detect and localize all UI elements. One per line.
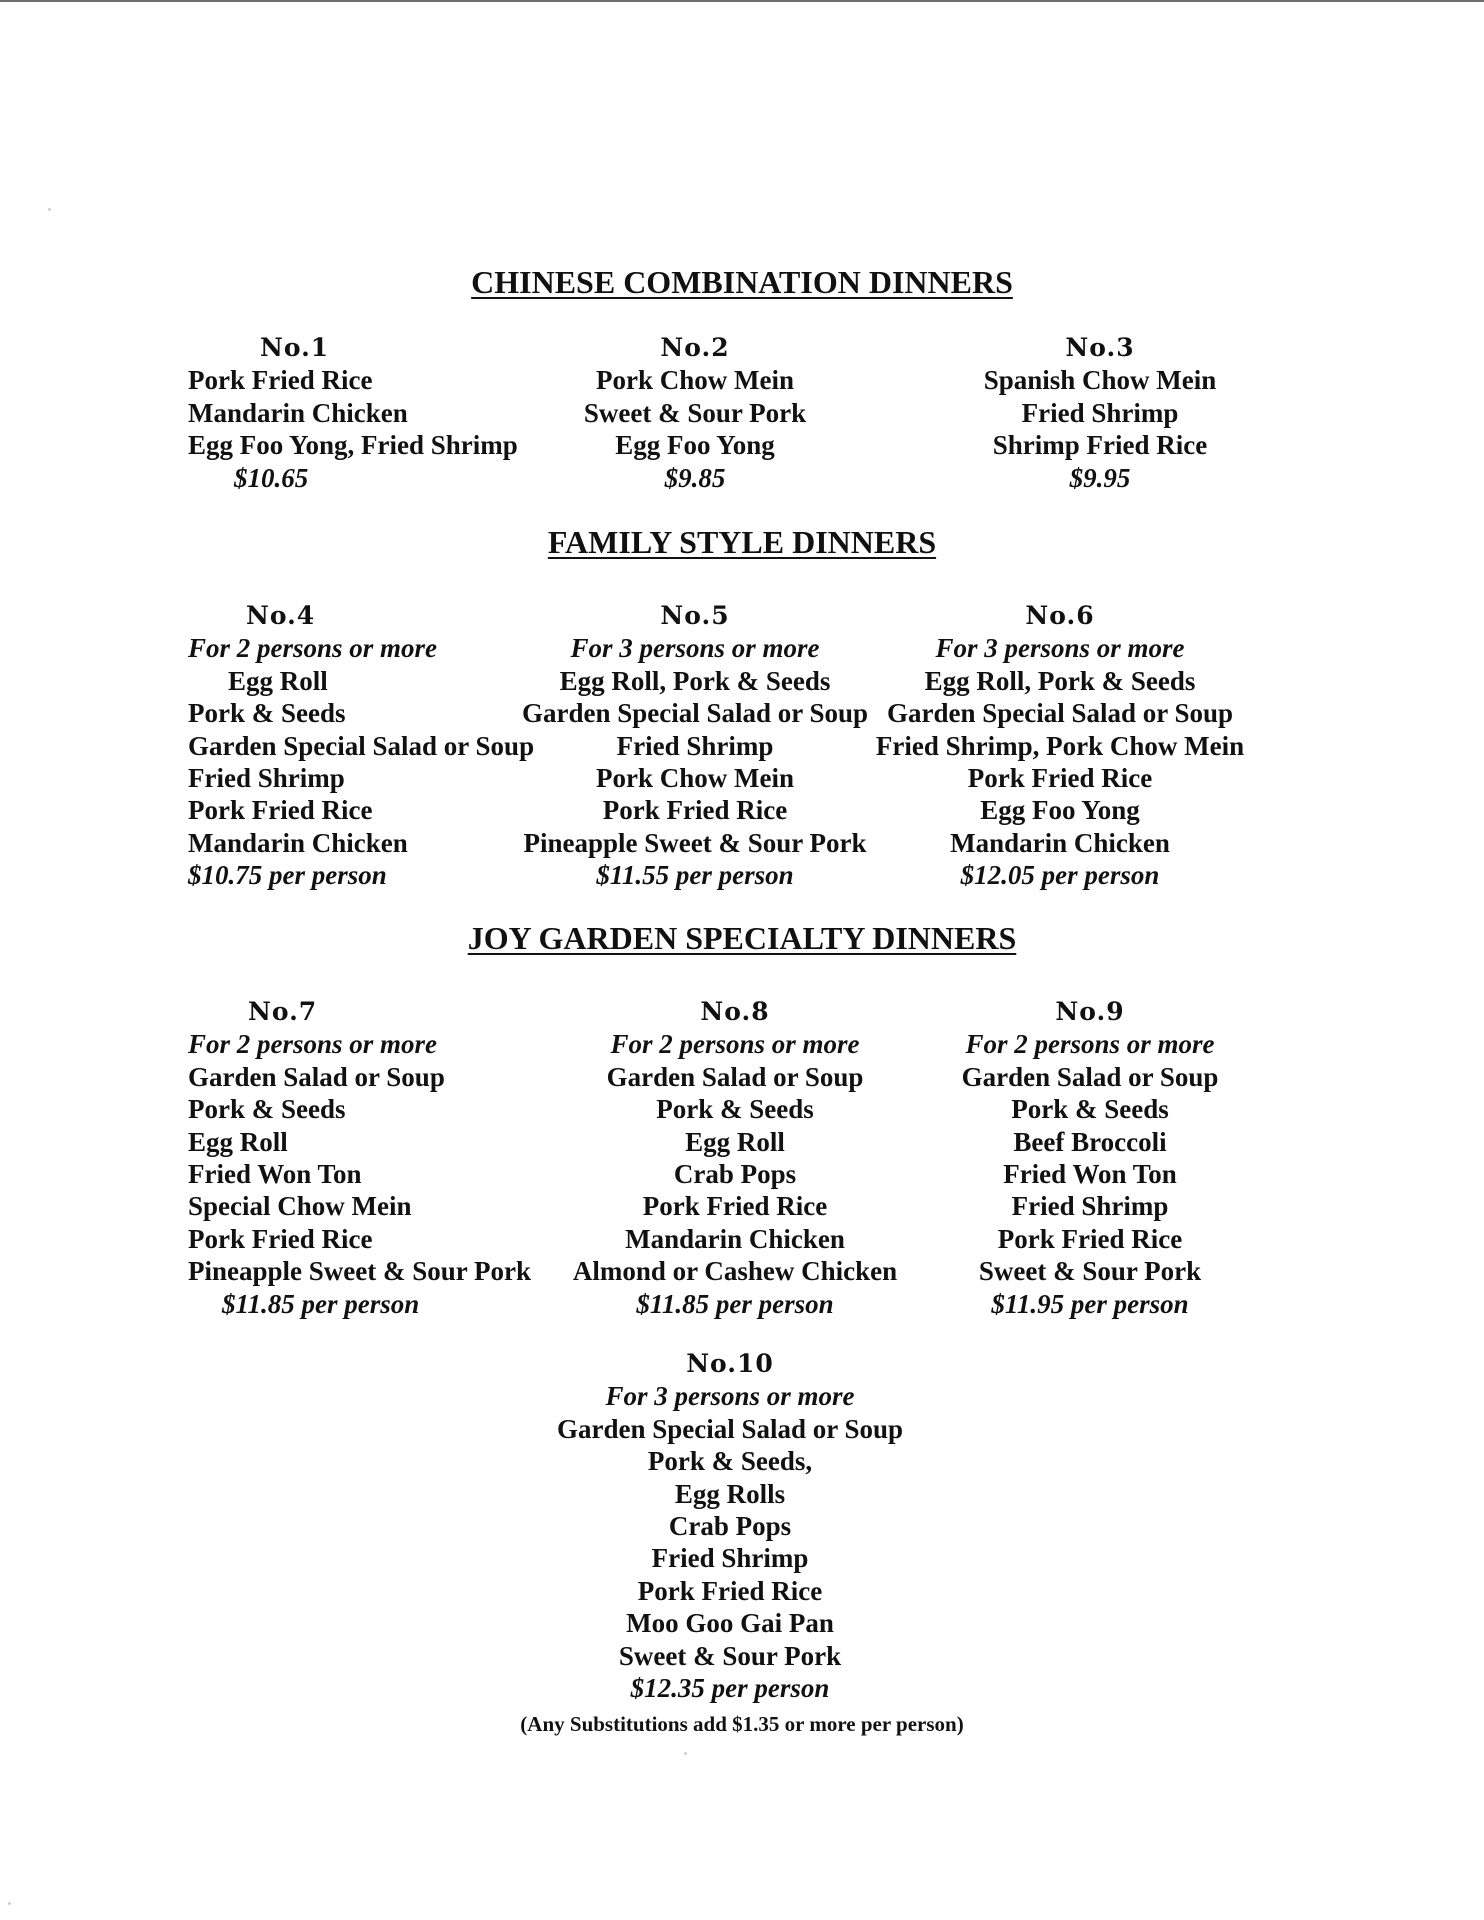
dinner-price: $11.85 per person	[222, 1288, 420, 1319]
dinner-price: $12.35 per person	[630, 1673, 830, 1704]
menu-item: Fried Shrimp, Pork Chow Mein	[875, 730, 1245, 761]
menu-item: Shrimp Fried Rice	[992, 430, 1208, 461]
dinner-no2	[540, 332, 850, 494]
serves-note: For 3 persons or more	[605, 1381, 855, 1412]
menu-item: Fried Shrimp	[1011, 1191, 1169, 1222]
serves-note: For 2 persons or more	[965, 1029, 1215, 1060]
menu-item: Garden Special Salad or Soup	[521, 698, 869, 729]
dinner-no7	[188, 996, 531, 1320]
menu-item: Pork Chow Mein	[596, 763, 794, 794]
dinner-price: $10.65	[234, 462, 309, 493]
menu-item: Pork Fried Rice	[642, 1191, 828, 1222]
menu-item: Crab Pops	[673, 1159, 797, 1190]
menu-item: Mandarin Chicken	[950, 827, 1170, 858]
scan-speck	[8, 1902, 11, 1905]
menu-item: Garden Salad or Soup	[606, 1061, 864, 1092]
menu-item: Pork Fried Rice	[188, 1223, 373, 1254]
dinner-price: $11.55 per person	[596, 860, 794, 891]
dinner-no1	[188, 332, 518, 494]
dinner-number: No.3	[1065, 333, 1135, 362]
menu-item: Fried Won Ton	[1003, 1159, 1177, 1190]
dinner-no3	[950, 332, 1250, 494]
menu-item: Pineapple Sweet & Sour Pork	[523, 827, 867, 858]
menu-item: Almond or Cashew Chicken	[572, 1256, 898, 1287]
serves-note: For 2 persons or more	[188, 633, 438, 664]
menu-item: Pork Fried Rice	[637, 1575, 823, 1606]
menu-item: Egg Roll	[188, 1126, 288, 1157]
dinner-number: No.2	[660, 333, 730, 362]
menu-item: Beef Broccoli	[1013, 1126, 1167, 1157]
serves-note: For 2 persons or more	[188, 1029, 438, 1060]
menu-item: Egg Roll	[228, 665, 328, 696]
section-title-family: FAMILY STYLE DINNERS	[547, 524, 937, 560]
dinner-price: $9.95	[1069, 462, 1131, 493]
serves-note: For 2 persons or more	[610, 1029, 860, 1060]
menu-item: Mandarin Chicken	[625, 1223, 845, 1254]
menu-item: Special Chow Mein	[188, 1191, 412, 1222]
menu-item: Egg Roll, Pork & Seeds	[924, 665, 1196, 696]
menu-item: Pork & Seeds	[656, 1094, 814, 1125]
menu-item: Garden Special Salad or Soup	[556, 1413, 904, 1444]
top-border	[0, 0, 1484, 2]
menu-item: Pineapple Sweet & Sour Pork	[188, 1256, 531, 1287]
menu-item: Garden Special Salad or Soup	[886, 698, 1234, 729]
menu-item: Fried Shrimp	[1021, 397, 1179, 428]
menu-item: Moo Goo Gai Pan	[626, 1608, 834, 1639]
dinner-no6	[870, 600, 1250, 892]
menu-item: Fried Shrimp	[651, 1543, 809, 1574]
dinner-number: No.6	[1025, 601, 1095, 630]
dinner-number: No.1	[260, 333, 330, 362]
menu-item: Pork Chow Mein	[596, 365, 794, 396]
dinner-price: $9.85	[664, 462, 726, 493]
menu-item: Egg Roll	[685, 1126, 785, 1157]
dinner-number: No.7	[248, 997, 318, 1026]
section-title-combination: CHINESE COMBINATION DINNERS	[471, 264, 1013, 300]
menu-item: Pork Fried Rice	[997, 1223, 1183, 1254]
dinner-price: $11.95 per person	[991, 1288, 1189, 1319]
dinner-no5	[505, 600, 885, 892]
serves-note: For 3 persons or more	[935, 633, 1185, 664]
menu-item: Spanish Chow Mein	[983, 365, 1217, 396]
dinner-no10	[530, 1348, 930, 1704]
dinner-number: No.9	[1055, 997, 1125, 1026]
menu-item: Mandarin Chicken	[188, 827, 408, 858]
menu-item: Egg Foo Yong, Fried Shrimp	[188, 430, 518, 461]
dinner-no9	[940, 996, 1240, 1320]
dinner-number: No.10	[686, 1349, 774, 1378]
dinner-number: No.5	[660, 601, 730, 630]
menu-item: Pork Fried Rice	[188, 795, 373, 826]
menu-item: Garden Salad or Soup	[961, 1061, 1219, 1092]
menu-item: Egg Rolls	[674, 1478, 786, 1509]
dinner-price: $10.75 per person	[188, 860, 387, 891]
scan-speck	[684, 1752, 687, 1755]
serves-note: For 3 persons or more	[570, 633, 820, 664]
menu-item: Garden Special Salad or Soup	[188, 730, 535, 761]
menu-item: Pork & Seeds	[188, 1094, 346, 1125]
dinner-price: $12.05 per person	[960, 860, 1160, 891]
dinner-number: No.8	[700, 997, 770, 1026]
menu-item: Pork Fried Rice	[602, 795, 788, 826]
menu-item: Sweet & Sour Pork	[618, 1640, 842, 1671]
menu-item: Pork & Seeds	[188, 698, 346, 729]
dinner-no8	[545, 996, 925, 1320]
menu-item: Fried Shrimp	[616, 730, 774, 761]
dinner-number: No.4	[246, 601, 316, 630]
menu-item: Pork & Seeds,	[647, 1446, 813, 1477]
menu-item: Fried Shrimp	[188, 763, 345, 794]
substitution-note: (Any Substitutions add $1.35 or more per person)	[520, 1712, 964, 1736]
scan-speck	[48, 208, 51, 211]
section-title-specialty: JOY GARDEN SPECIALTY DINNERS	[467, 920, 1017, 956]
menu-item: Pork Fried Rice	[188, 365, 373, 396]
dinner-no4	[188, 600, 534, 892]
menu-item: Sweet & Sour Pork	[583, 397, 807, 428]
dinner-price: $11.85 per person	[636, 1288, 834, 1319]
menu-item: Egg Foo Yong	[980, 795, 1140, 826]
menu-item: Mandarin Chicken	[188, 397, 408, 428]
menu-item: Pork & Seeds	[1011, 1094, 1169, 1125]
menu-item: Egg Foo Yong	[615, 430, 775, 461]
menu-item: Crab Pops	[668, 1511, 792, 1542]
menu-item: Egg Roll, Pork & Seeds	[559, 665, 831, 696]
menu-item: Sweet & Sour Pork	[978, 1256, 1202, 1287]
menu-item: Fried Won Ton	[188, 1159, 362, 1190]
menu-item: Garden Salad or Soup	[188, 1061, 445, 1092]
menu-item: Pork Fried Rice	[967, 763, 1153, 794]
